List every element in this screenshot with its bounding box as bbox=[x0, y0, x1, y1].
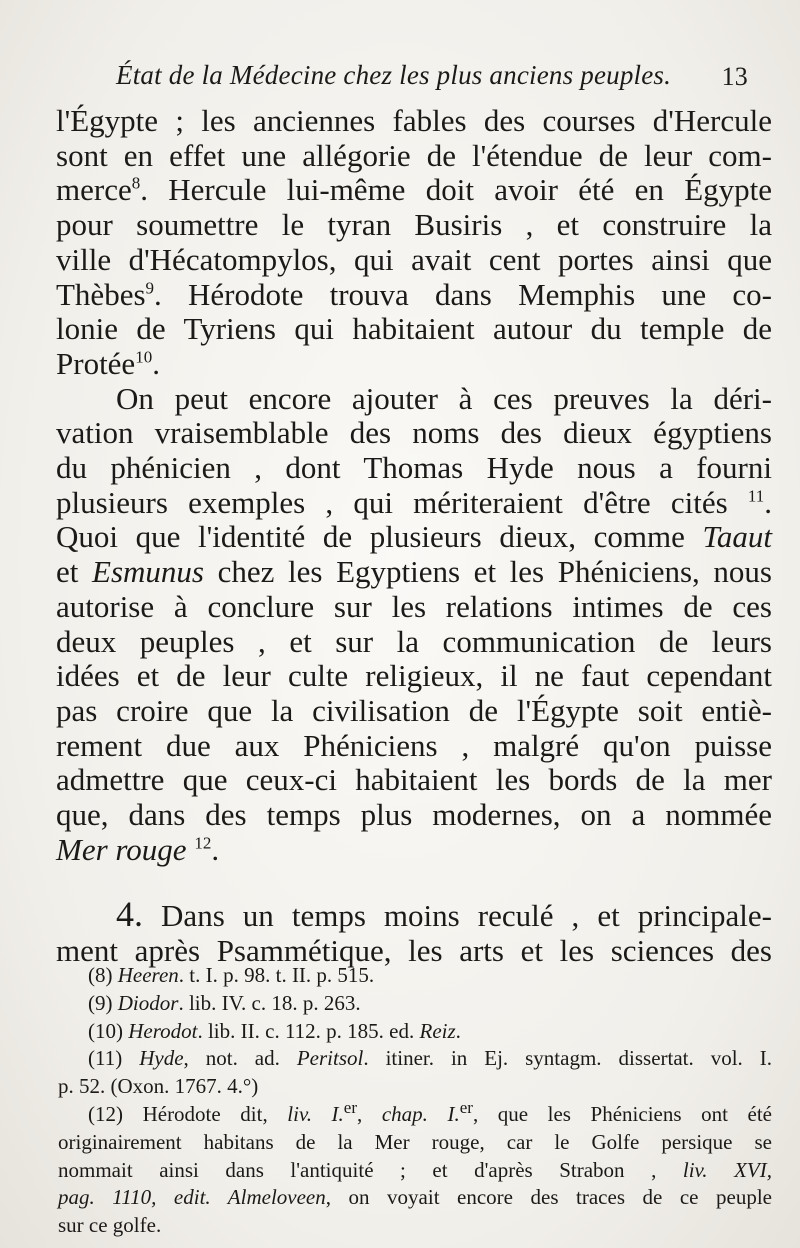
text-line: On peut encore ajouter à ces preuves la déri- bbox=[116, 380, 772, 416]
footnote-editor: Reiz bbox=[419, 1018, 456, 1043]
text-line: pas croire que la civilisation de l'Égypte soit entiè- bbox=[56, 692, 772, 728]
text-line: lonie de Tyriens qui habitaient autour du temple de bbox=[56, 311, 772, 347]
text-line: l'Égypte ; les anciennes fables des courses d'Hercule bbox=[56, 103, 772, 138]
line-part: Quoi que l'identité de plusieurs dieux, comme bbox=[56, 519, 703, 555]
italic-term: Taaut bbox=[702, 519, 772, 555]
footnote-12-cont: originairement habitans de la Mer rouge, car le Golfe persique se bbox=[58, 1129, 772, 1154]
line-part: . bbox=[764, 484, 772, 520]
footnote-ref-10[interactable]: 10 bbox=[135, 347, 153, 367]
line-part: . Hérodote trouva dans Memphis une co- bbox=[154, 276, 772, 312]
superscript: er bbox=[343, 1097, 357, 1117]
paragraph-1 bbox=[56, 104, 772, 382]
text-line: que, dans des temps plus modernes, on a nommée bbox=[56, 797, 772, 833]
running-title: État de la Médecine chez les plus anciens peuples. bbox=[116, 60, 672, 90]
footnote-8 bbox=[58, 962, 772, 990]
italic-term: Mer rouge bbox=[56, 831, 187, 867]
italic-term: Esmunus bbox=[92, 554, 204, 590]
footnote-ref-8[interactable]: 8 bbox=[131, 174, 141, 194]
line-part: . bbox=[211, 831, 220, 867]
footnote-mark: (9) bbox=[88, 990, 113, 1015]
line-part: Protée bbox=[56, 345, 136, 381]
text-line: ville d'Hécatompylos, qui avait cent portes ainsi que bbox=[56, 241, 772, 277]
footnote-10 bbox=[58, 1018, 772, 1046]
text-line bbox=[56, 833, 772, 868]
section-4 bbox=[56, 894, 772, 969]
superscript: er bbox=[459, 1097, 473, 1117]
line-part: chez les Egyptiens et les Phéniciens, nous bbox=[203, 554, 772, 590]
text-line bbox=[56, 520, 772, 555]
footnote-12-cont: sur ce golfe. bbox=[58, 1213, 162, 1238]
page-number: 13 bbox=[721, 62, 748, 91]
footnote-text: , not. ad. bbox=[183, 1046, 297, 1071]
footnote-text: , que les Phéniciens ont été bbox=[472, 1101, 772, 1126]
main-text bbox=[56, 104, 772, 969]
footnote-text: . lib. IV. c. 18. p. 263. bbox=[178, 990, 361, 1015]
footnote-mark: (10) bbox=[88, 1018, 123, 1043]
text-line: rement due aux Phéniciens , malgré qu'on puisse bbox=[56, 727, 772, 763]
footnote-author: Hyde bbox=[139, 1046, 184, 1071]
footnote-mark: (8) bbox=[88, 963, 113, 987]
footnote-12-cont bbox=[58, 1184, 772, 1212]
footnote-11 bbox=[58, 1045, 772, 1073]
footnote-mark: (12) bbox=[88, 1101, 123, 1126]
footnote-author: Diodor bbox=[117, 990, 179, 1015]
paragraph-2 bbox=[56, 382, 772, 868]
text-line bbox=[56, 278, 772, 313]
line-part: plusieurs exemples , qui mériteraient d'être cités bbox=[56, 484, 728, 520]
footnote-ref-12[interactable]: 12 bbox=[194, 833, 212, 853]
text-line bbox=[56, 347, 772, 382]
footnote-mark: (11) bbox=[88, 1046, 123, 1071]
text-line: deux peuples , et sur la communication de leurs bbox=[56, 623, 772, 659]
text-line bbox=[56, 173, 772, 208]
line-part: . bbox=[152, 345, 160, 381]
footnote-ref: chap. I. bbox=[381, 1101, 460, 1126]
text-line: admettre que ceux-ci habitaient les bords de la mer bbox=[56, 762, 772, 798]
footnote-12 bbox=[58, 1097, 772, 1129]
footnote-ref-11[interactable]: 11 bbox=[747, 486, 765, 506]
footnote-text: , bbox=[357, 1101, 382, 1126]
footnote-text: . t. I. p. 98. t. II. p. 515. bbox=[178, 963, 375, 987]
footnote-text: . bbox=[455, 1018, 461, 1043]
footnote-author: Herodot bbox=[128, 1018, 198, 1043]
footnote-text: Hérodote dit, bbox=[142, 1101, 288, 1126]
line-part: Dans un temps moins reculé , et principale- bbox=[143, 898, 772, 934]
footnote-text: . lib. II. c. 112. p. 185. ed. bbox=[197, 1018, 420, 1043]
section-number: 4. bbox=[116, 894, 143, 935]
text-line: du phénicien , dont Thomas Hyde nous a fourni bbox=[56, 450, 772, 486]
footnote-text: . itiner. in Ej. syntagm. dissertat. vol. I. bbox=[363, 1046, 773, 1071]
text-line: pour soumettre le tyran Busiris , et construire la bbox=[56, 207, 772, 243]
line-part: merce bbox=[56, 172, 132, 208]
footnote-9 bbox=[58, 990, 772, 1018]
text-line: vation vraisemblable des noms des dieux égyptiens bbox=[56, 415, 772, 451]
footnote-ref: pag. 1110, edit. Almeloveen bbox=[58, 1185, 326, 1210]
text-line bbox=[56, 486, 772, 521]
text-line: autorise à conclure sur les relations intimes de ces bbox=[56, 588, 772, 624]
text-line bbox=[56, 894, 772, 935]
text-line: sont en effet une allégorie de l'étendue de leur com- bbox=[56, 137, 772, 173]
footnote-work: Peritsol bbox=[296, 1046, 364, 1071]
footnote-ref: liv. I. bbox=[287, 1101, 344, 1126]
footnote-ref-9[interactable]: 9 bbox=[145, 278, 155, 298]
line-part: et bbox=[56, 554, 93, 590]
footnotes bbox=[58, 962, 772, 1240]
footnote-11-cont: p. 52. (Oxon. 1767. 4.°) bbox=[58, 1074, 259, 1099]
footnote-12-cont bbox=[58, 1157, 772, 1185]
text-line bbox=[56, 555, 772, 590]
text-line: ment après Psammétique, les arts et les sciences des bbox=[56, 933, 772, 969]
line-part: . Hercule lui-même doit avoir été en Égypte bbox=[140, 172, 772, 208]
footnote-ref: liv. XVI, bbox=[682, 1157, 772, 1182]
line-part: Thèbes bbox=[56, 276, 146, 312]
footnote-author: Heeren bbox=[117, 963, 179, 987]
footnote-text: , on voyait encore des traces de ce peuple bbox=[325, 1185, 772, 1210]
text-line: idées et de leur culte religieux, il ne faut cependant bbox=[56, 658, 772, 694]
running-header bbox=[116, 60, 756, 91]
footnote-text: nommait ainsi dans l'antiquité ; et d'après Strabon , bbox=[58, 1157, 683, 1182]
